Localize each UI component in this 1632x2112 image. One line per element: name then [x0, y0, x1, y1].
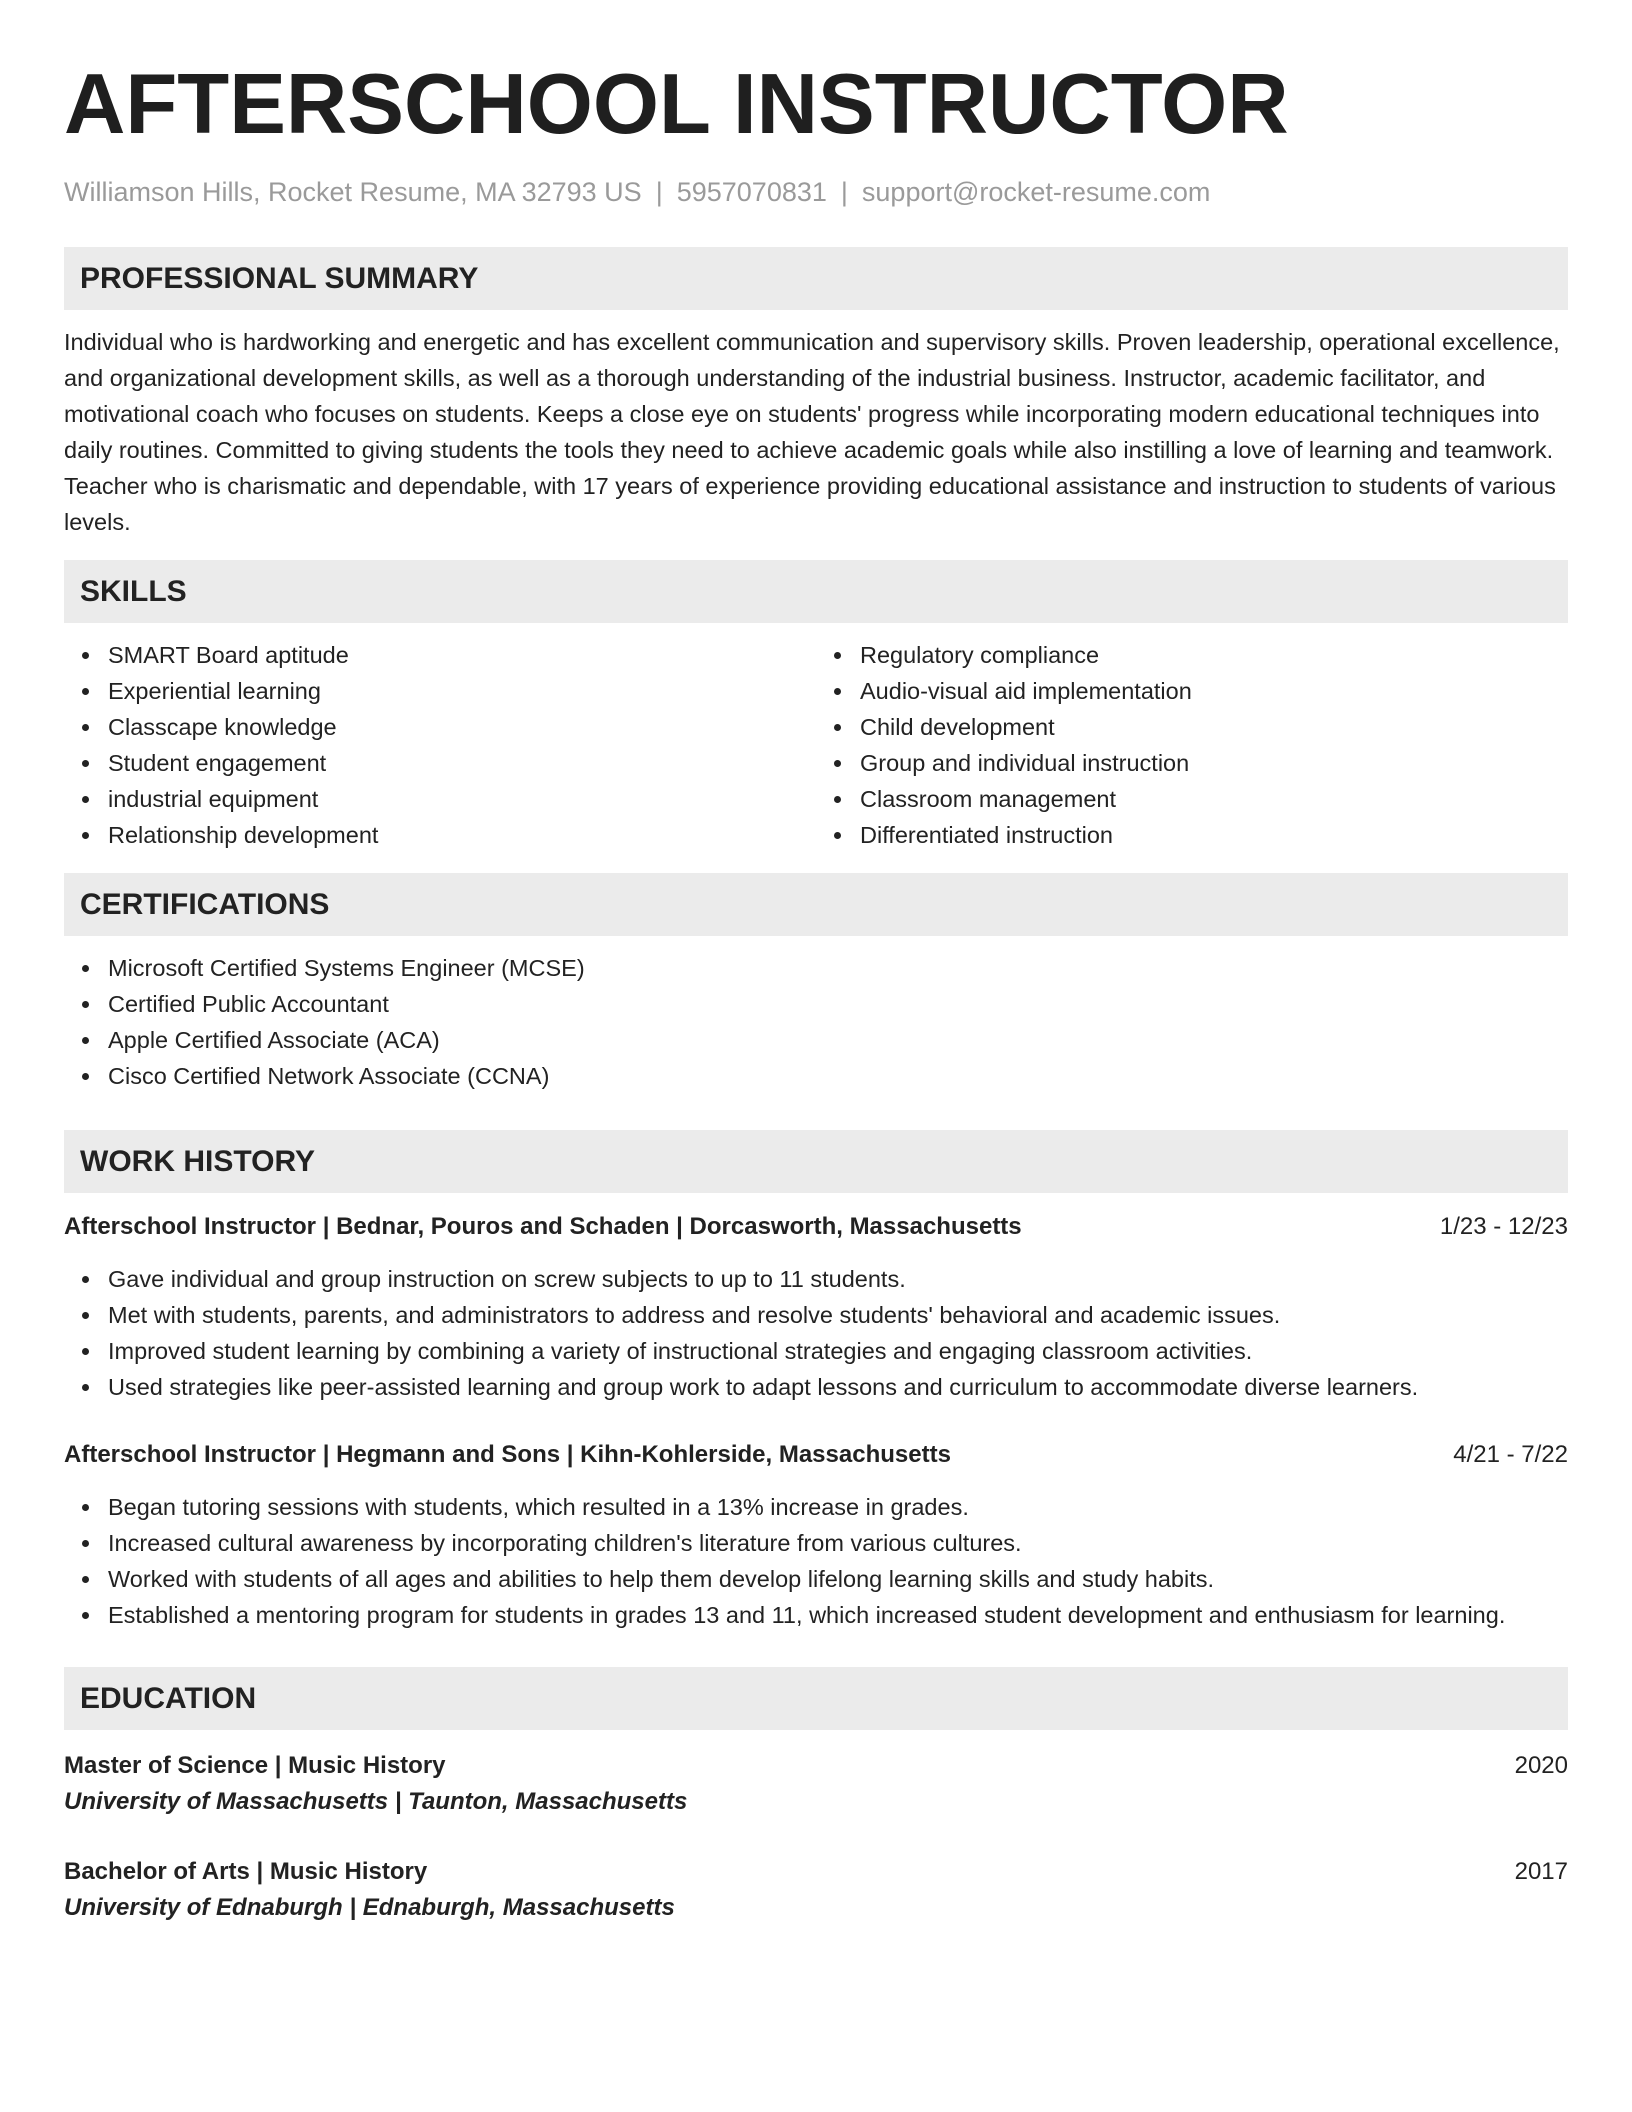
list-item: industrial equipment — [64, 781, 816, 817]
education-degree: Master of Science | Music History — [64, 1752, 446, 1779]
certifications-list — [64, 950, 1568, 1094]
job-header — [64, 1209, 1568, 1245]
list-item: Student engagement — [64, 745, 816, 781]
list-item: Regulatory compliance — [816, 637, 1568, 673]
job-bullets — [64, 1489, 1568, 1633]
contact-separator: | — [840, 177, 848, 207]
list-item: Relationship development — [64, 817, 816, 853]
job-bullets — [64, 1261, 1568, 1405]
section-heading-certifications: CERTIFICATIONS — [64, 873, 1568, 936]
education-header — [64, 1854, 1568, 1890]
contact-separator: | — [655, 177, 663, 207]
skills-list-left — [64, 637, 816, 853]
education-school: University of Ednaburgh | Ednaburgh, Massachusetts — [64, 1894, 675, 1921]
job-entry — [64, 1209, 1568, 1405]
list-item: Improved student learning by combining a variety of instructional strategies and engaging classroom activities. — [64, 1333, 1568, 1369]
list-item: Used strategies like peer-assisted learning and group work to adapt lessons and curriculum to accommodate diverse learners. — [64, 1369, 1568, 1405]
list-item: Established a mentoring program for students in grades 13 and 11, which increased student development and enthusiasm for learning. — [64, 1597, 1568, 1633]
job-title: Afterschool Instructor | Hegmann and Sons | Kihn-Kohlerside, Massachusetts — [64, 1441, 951, 1468]
list-item: Gave individual and group instruction on screw subjects to up to 11 students. — [64, 1261, 1568, 1297]
education-year: 2020 — [1514, 1752, 1568, 1779]
list-item: Began tutoring sessions with students, which resulted in a 13% increase in grades. — [64, 1489, 1568, 1525]
list-item: Experiential learning — [64, 673, 816, 709]
candidate-name: AFTERSCHOOL INSTRUCTOR — [64, 57, 1289, 152]
list-item: SMART Board aptitude — [64, 637, 816, 673]
list-item: Classcape knowledge — [64, 709, 816, 745]
contact-phone: 5957070831 — [676, 177, 827, 207]
list-item: Classroom management — [816, 781, 1568, 817]
skills-list-right — [816, 637, 1568, 853]
contact-email: support@rocket-resume.com — [861, 177, 1211, 207]
skills-columns — [64, 637, 1568, 853]
contact-line — [64, 175, 1568, 209]
job-dates: 4/21 - 7/22 — [1453, 1441, 1568, 1468]
list-item: Increased cultural awareness by incorporating children's literature from various cultures. — [64, 1525, 1568, 1561]
list-item: Cisco Certified Network Associate (CCNA) — [64, 1058, 1568, 1094]
education-school: University of Massachusetts | Taunton, Massachusetts — [64, 1788, 688, 1815]
list-item: Group and individual instruction — [816, 745, 1568, 781]
education-degree: Bachelor of Arts | Music History — [64, 1858, 428, 1885]
list-item: Differentiated instruction — [816, 817, 1568, 853]
education-entry — [64, 1854, 1568, 1926]
contact-address: Williamson Hills, Rocket Resume, MA 32793 US — [64, 177, 642, 207]
education-header — [64, 1748, 1568, 1784]
section-heading-education: EDUCATION — [64, 1667, 1568, 1730]
job-title: Afterschool Instructor | Bednar, Pouros and Schaden | Dorcasworth, Massachusetts — [64, 1213, 1022, 1240]
job-header — [64, 1437, 1568, 1473]
list-item: Certified Public Accountant — [64, 986, 1568, 1022]
list-item: Worked with students of all ages and abilities to help them develop lifelong learning skills and study habits. — [64, 1561, 1568, 1597]
job-entry — [64, 1437, 1568, 1633]
education-year: 2017 — [1514, 1858, 1568, 1885]
summary-text: Individual who is hardworking and energetic and has excellent communication and supervisory skills. Proven leadership, operational excellence, and organizational development skills, as well as a thorough understanding of the industrial business. Instructor, academic facilitator, and motivational coach who focuses on students. Keeps a close eye on students' progress while incorporating modern educational techniques into daily routines. Committed to giving students the tools they need to achieve academic goals while also instilling a love of learning and teamwork. Teacher who is charismatic and dependable, with 17 years of experience providing educational assistance and instruction to students of various levels. — [64, 329, 1560, 535]
section-heading-work-history: WORK HISTORY — [64, 1130, 1568, 1193]
section-heading-skills: SKILLS — [64, 560, 1568, 623]
education-entry — [64, 1748, 1568, 1820]
list-item: Child development — [816, 709, 1568, 745]
list-item: Apple Certified Associate (ACA) — [64, 1022, 1568, 1058]
list-item: Audio-visual aid implementation — [816, 673, 1568, 709]
section-heading-summary: PROFESSIONAL SUMMARY — [64, 247, 1568, 310]
job-dates: 1/23 - 12/23 — [1439, 1213, 1568, 1240]
list-item: Met with students, parents, and administrators to address and resolve students' behavioral and academic issues. — [64, 1297, 1568, 1333]
list-item: Microsoft Certified Systems Engineer (MCSE) — [64, 950, 1568, 986]
